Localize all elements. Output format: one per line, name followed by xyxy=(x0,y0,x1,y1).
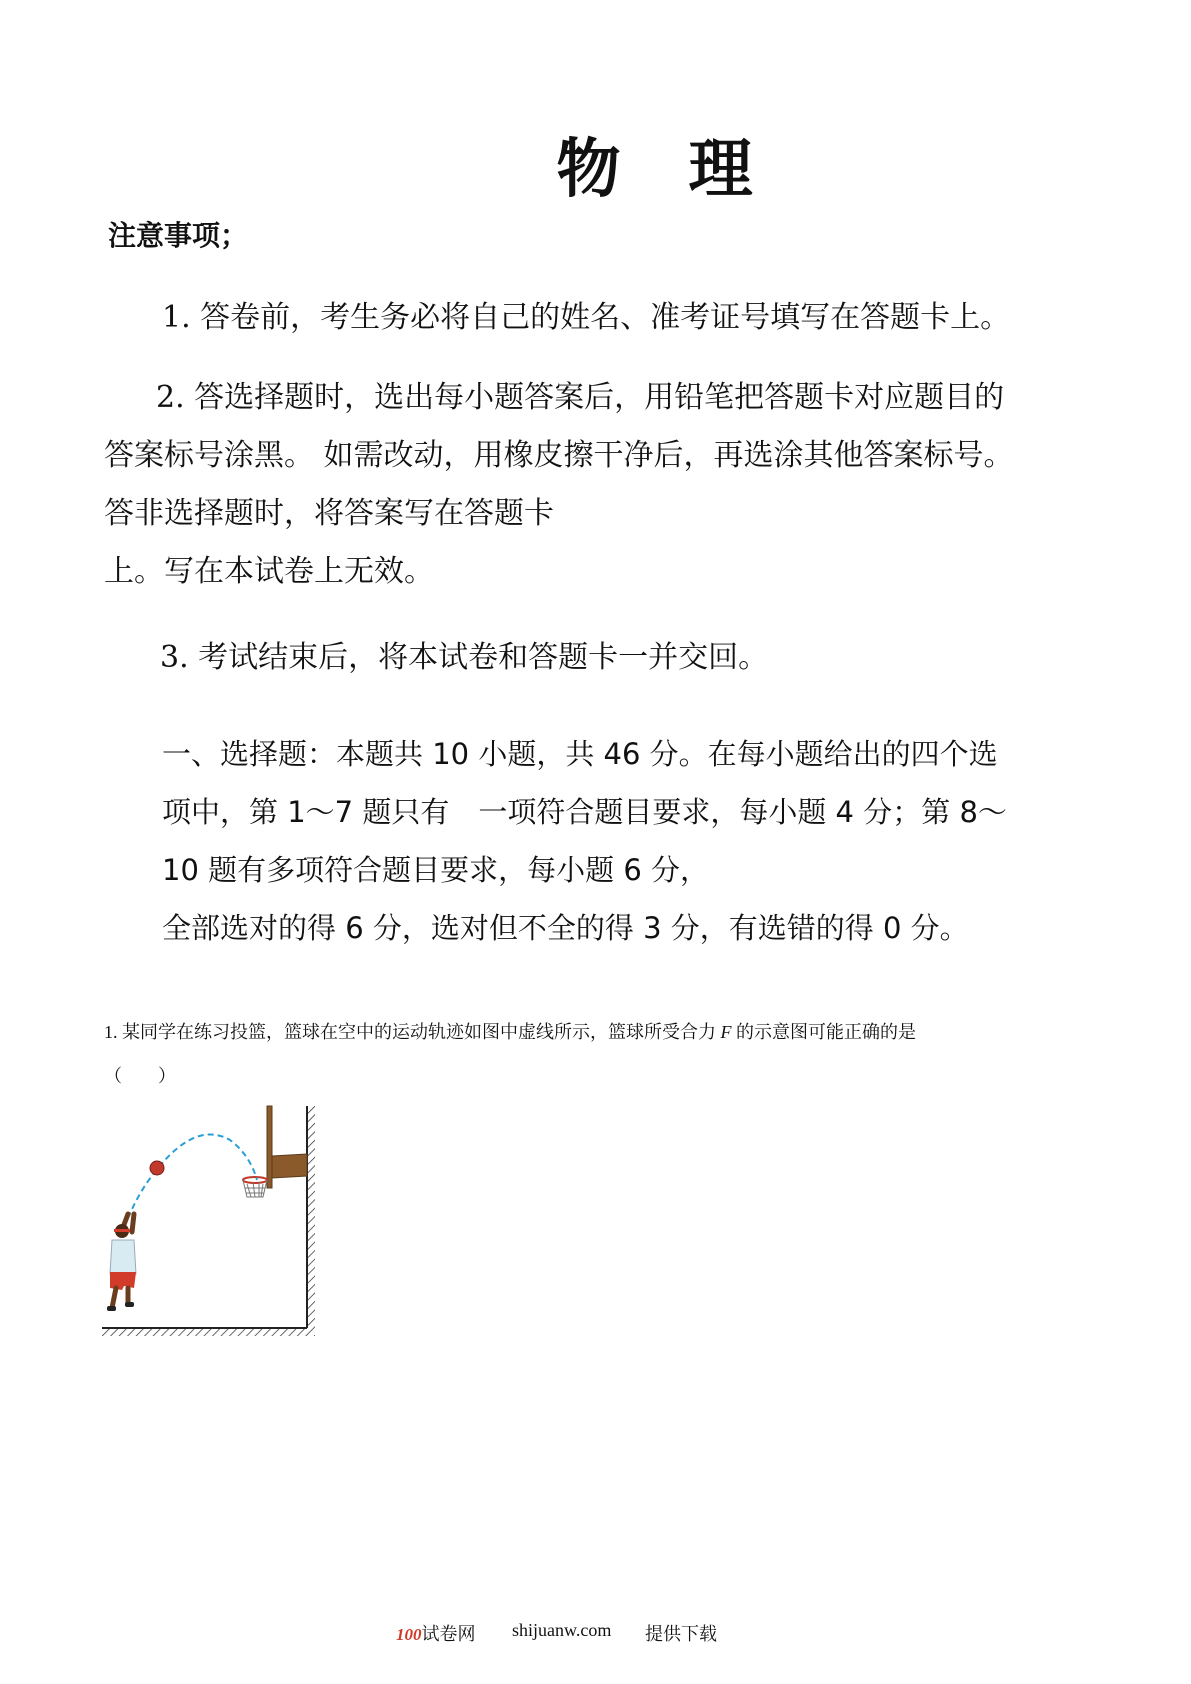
footer-logo: 100试卷网 xyxy=(396,1624,476,1644)
footer-domain: shijuanw.com xyxy=(512,1620,612,1640)
backboard xyxy=(267,1106,272,1188)
force-symbol: F xyxy=(720,1022,732,1042)
notice-heading: 注意事项； xyxy=(108,219,249,252)
section-instructions-line-4: 全部选对的得 6 分，选对但不全的得 3 分，有选错的得 0 分。 xyxy=(162,911,969,945)
hoop-rim xyxy=(243,1177,267,1183)
notice-item-2-line-2: 答案标号涂黑。 如需改动，用橡皮擦干净后，再选涂其他答案标号。 xyxy=(104,438,1014,473)
footer-slogan: 提供下载 xyxy=(645,1624,717,1644)
notice-item-2-line-1: 2. 答选择题时，选出每小题答案后，用铅笔把答题卡对应题目的 xyxy=(156,380,1005,415)
logo-icon: 100 xyxy=(396,1625,422,1644)
player xyxy=(107,1214,136,1311)
wall xyxy=(307,1106,315,1328)
question-1-blank: （ ） xyxy=(104,1066,176,1086)
section-instructions-line-1: 一、选择题：本题共 10 小题，共 46 分。在每小题给出的四个选 xyxy=(162,737,998,771)
ground xyxy=(102,1328,315,1336)
notice-item-1: 1. 答卷前，考生务必将自己的姓名、准考证号填写在答题卡上。 xyxy=(162,300,1011,335)
hoop-support xyxy=(272,1154,307,1178)
section-instructions-line-3: 10 题有多项符合题目要求，每小题 6 分， xyxy=(162,853,710,887)
notice-item-3: 3. 考试结束后，将本试卷和答题卡一并交回。 xyxy=(160,640,769,675)
page-title: 物 理 xyxy=(556,133,755,207)
basketball-figure xyxy=(100,1100,330,1350)
notice-item-2-line-3: 答非选择题时，将答案写在答题卡 xyxy=(104,496,554,531)
notice-item-2-line-4: 上。写在本试卷上无效。 xyxy=(104,554,434,589)
basketball xyxy=(150,1161,164,1175)
trajectory xyxy=(128,1134,257,1218)
question-1-stem: 1. 某同学在练习投篮，篮球在空中的运动轨迹如图中虚线所示，篮球所受合力 F 的示意图可能正确的是 xyxy=(104,1022,916,1042)
section-instructions-line-2: 项中，第 1～7 题只有 一项符合题目要求，每小题 4 分；第 8～ xyxy=(162,795,1007,829)
